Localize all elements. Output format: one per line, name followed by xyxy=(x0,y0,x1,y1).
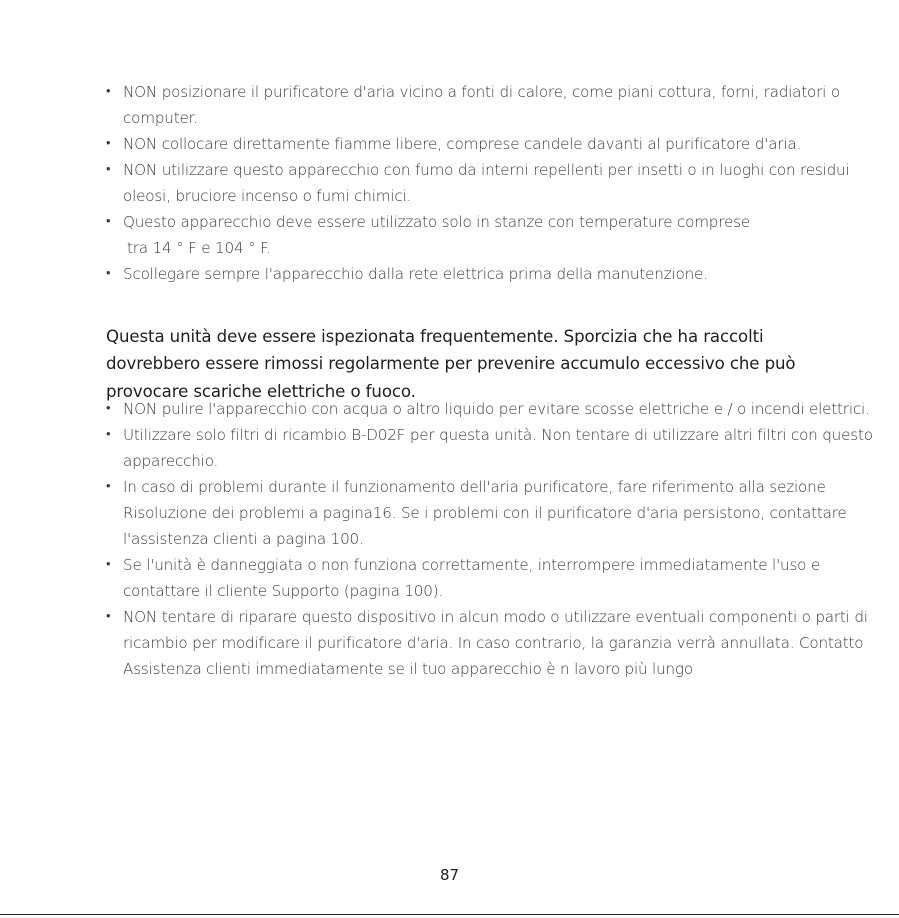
bullet-icon: • xyxy=(106,266,111,281)
page-number: 87 xyxy=(439,866,460,884)
bullet-icon: • xyxy=(106,136,111,151)
list-item-text-line1: Questo apparecchio deve essere utilizzato solo in stanze con temperature comprese xyxy=(123,213,750,231)
list-item-text: Se l'unità è danneggiata o non funziona correttamente, interrompere immediatamente l'uso e contattare il cliente Supporto (pagina 100). xyxy=(123,556,821,600)
bullet-icon: • xyxy=(106,557,111,572)
safety-list-bottom xyxy=(106,396,876,682)
bullet-icon: • xyxy=(106,479,111,494)
list-item xyxy=(106,131,876,157)
list-item xyxy=(106,474,876,552)
list-item xyxy=(106,157,876,209)
list-item xyxy=(106,261,876,287)
list-item-text: NON utilizzare questo apparecchio con fumo da interni repellenti per insetti o in luoghi con residui oleosi, bruciore incenso o fumi chimici. xyxy=(123,161,850,205)
list-item-text: Utilizzare solo filtri di ricambio B-D02F per questa unità. Non tentare di utilizzare altri filtri con questo apparecchio. xyxy=(123,426,873,470)
list-item xyxy=(106,209,876,261)
list-item xyxy=(106,79,876,131)
list-item-text: In caso di problemi durante il funzionamento dell'aria purificatore, fare riferimento alla sezione Risoluzione dei problemi a pagina16. Se i problemi con il purificatore d'aria persistono, contattare l'assistenza clienti a pagina 100. xyxy=(123,478,847,548)
bullet-icon: • xyxy=(106,609,111,624)
bottom-divider xyxy=(0,914,899,915)
list-item xyxy=(106,604,876,682)
bullet-icon: • xyxy=(106,162,111,177)
bullet-icon: • xyxy=(106,427,111,442)
safety-list-top xyxy=(106,79,876,287)
list-item-text: NON tentare di riparare questo dispositivo in alcun modo o utilizzare eventuali componenti o parti di ricambio per modificare il purificatore d'aria. In caso contrario, la garanzia verrà annullata. Contatto Assistenza clienti immediatamente se il tuo apparecchio è n lavoro più lungo xyxy=(123,608,868,678)
list-item-text-line2: tra 14 ° F e 104 ° F. xyxy=(127,239,271,257)
list-item-text: NON posizionare il purificatore d'aria vicino a fonti di calore, come piani cottura, forni, radiatori o computer. xyxy=(123,83,840,127)
bullet-icon: • xyxy=(106,401,111,416)
bullet-icon: • xyxy=(106,214,111,229)
bullet-icon: • xyxy=(106,84,111,99)
list-item xyxy=(106,422,876,474)
list-item-text: Scollegare sempre l'apparecchio dalla rete elettrica prima della manutenzione. xyxy=(123,265,708,283)
list-item-text: NON collocare direttamente fiamme libere, comprese candele davanti al purificatore d'aria. xyxy=(123,135,802,153)
inspection-warning: Questa unità deve essere ispezionata frequentemente. Sporcizia che ha raccolti dovrebbero essere rimossi regolarmente per prevenire accumulo eccessivo che può provocare scariche elettriche o fuoco. xyxy=(106,326,796,401)
list-item-text: NON pulire l'apparecchio con acqua o altro liquido per evitare scosse elettriche e / o incendi elettrici. xyxy=(123,400,870,418)
list-item xyxy=(106,396,876,422)
list-item xyxy=(106,552,876,604)
